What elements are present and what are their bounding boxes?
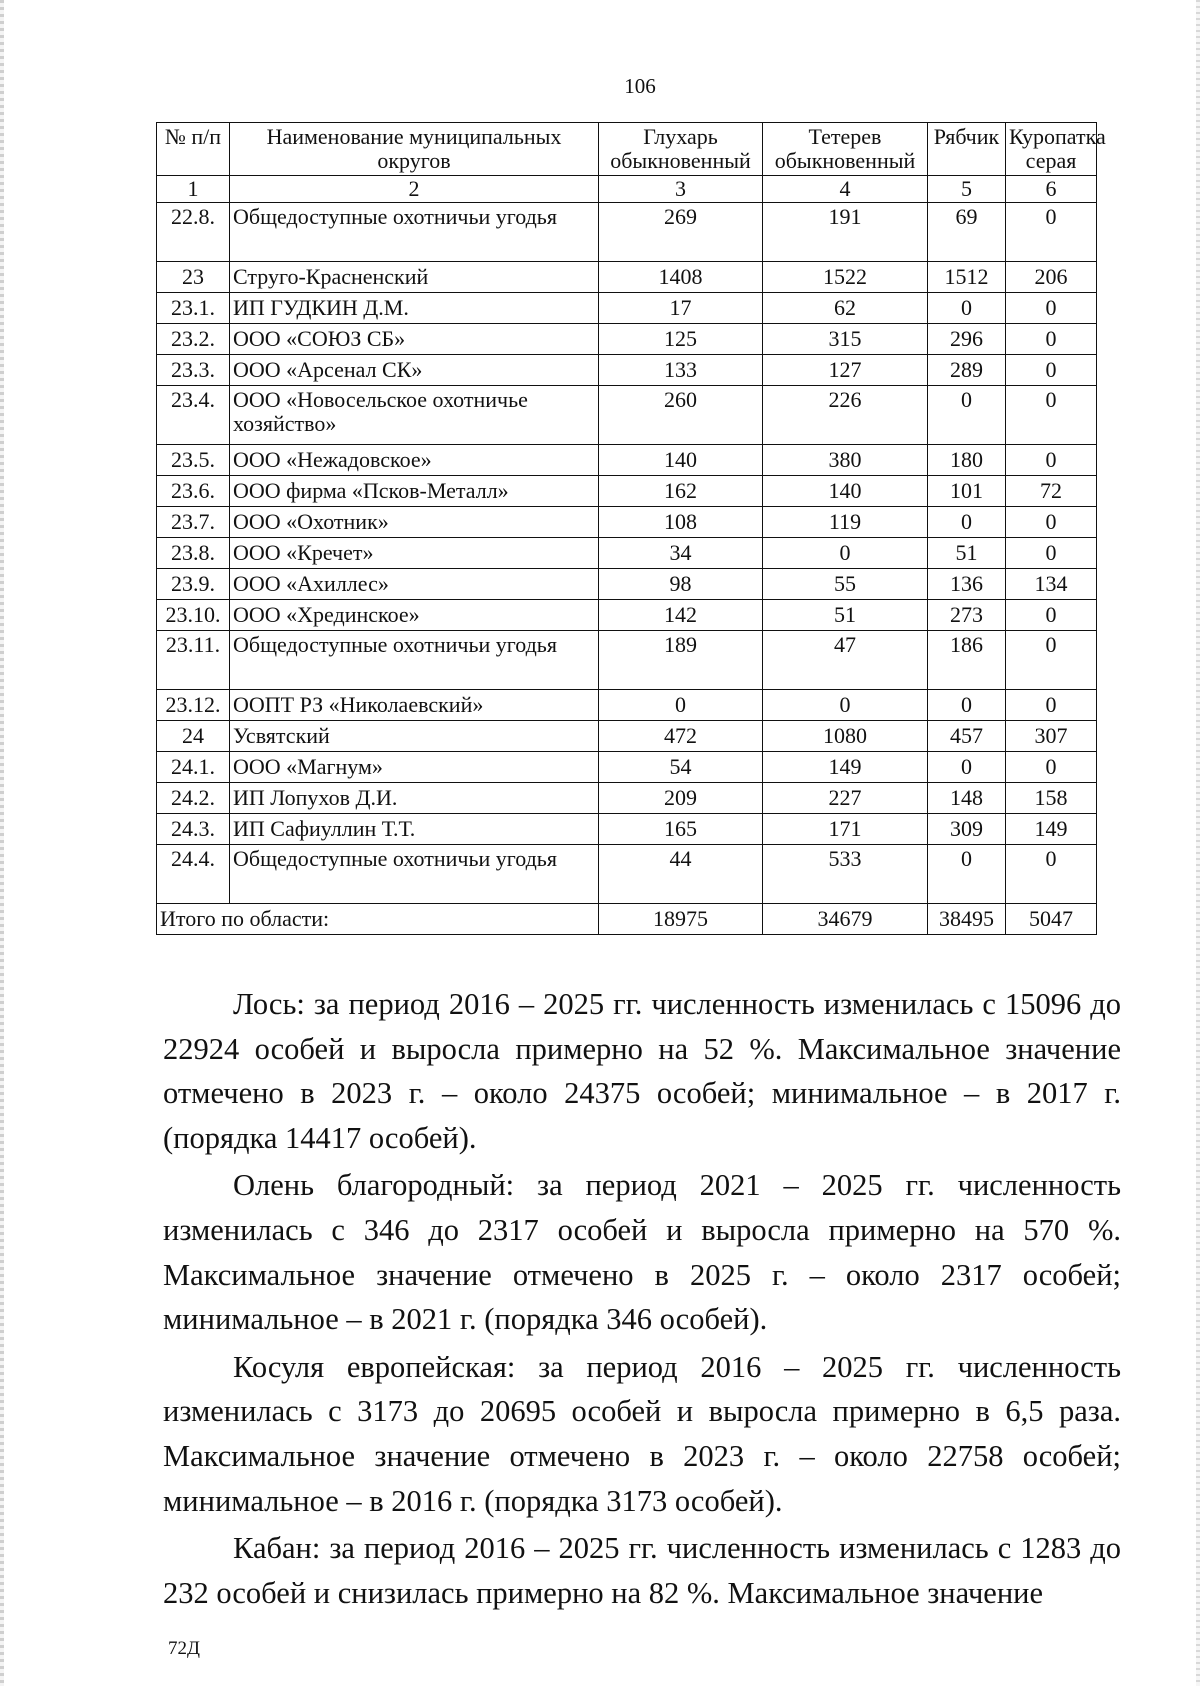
value-cell: 0 <box>928 293 1006 324</box>
paragraph-moose: Лось: за период 2016 – 2025 гг. численность изменилась с 15096 до 22924 особей и выросла примерно на 52 %. Максимальное значение отмечено в 2023 г. – около 24375 особей; минимальное – в 2017 г. (порядка 14417 особей). <box>163 987 1121 1155</box>
value-cell: 307 <box>1006 721 1097 752</box>
column-number-cell: 5 <box>928 176 1006 203</box>
row-name-cell: ООО «Магнум» <box>230 752 599 783</box>
value-cell: 69 <box>928 203 1006 262</box>
value-cell: 127 <box>763 355 928 386</box>
value-cell: 44 <box>599 845 763 904</box>
value-cell: 108 <box>599 507 763 538</box>
value-cell: 101 <box>928 476 1006 507</box>
row-number-cell: 23 <box>157 262 230 293</box>
row-name-cell: ООО «Нежадовское» <box>230 445 599 476</box>
value-cell: 142 <box>599 600 763 631</box>
value-cell: 149 <box>763 752 928 783</box>
value-cell: 289 <box>928 355 1006 386</box>
value-cell: 148 <box>928 783 1006 814</box>
row-name-cell: ИП ГУДКИН Д.М. <box>230 293 599 324</box>
value-cell: 149 <box>1006 814 1097 845</box>
column-number-cell: 2 <box>230 176 599 203</box>
total-label: Итого по области: <box>157 904 599 935</box>
value-cell: 1512 <box>928 262 1006 293</box>
table-row <box>157 600 1097 631</box>
value-cell: 309 <box>928 814 1006 845</box>
row-name-cell: ИП Лопухов Д.И. <box>230 783 599 814</box>
header-cell-partridge: Куропатка серая <box>1006 123 1097 176</box>
value-cell: 54 <box>599 752 763 783</box>
row-name-cell: ООО «Кречет» <box>230 538 599 569</box>
value-cell: 0 <box>1006 386 1097 445</box>
row-number-cell: 23.2. <box>157 324 230 355</box>
total-value-cell: 5047 <box>1006 904 1097 935</box>
row-name-cell: ООО «Охотник» <box>230 507 599 538</box>
value-cell: 206 <box>1006 262 1097 293</box>
row-name-cell: Общедоступные охотничьи угодья <box>230 845 599 904</box>
value-cell: 0 <box>1006 631 1097 690</box>
total-value-cell: 34679 <box>763 904 928 935</box>
value-cell: 0 <box>763 690 928 721</box>
row-number-cell: 24.1. <box>157 752 230 783</box>
value-cell: 134 <box>1006 569 1097 600</box>
value-cell: 1408 <box>599 262 763 293</box>
value-cell: 315 <box>763 324 928 355</box>
value-cell: 186 <box>928 631 1006 690</box>
row-name-cell: ООО «Новосельское охотничье хозяйство» <box>230 386 599 445</box>
row-name-cell: Общедоступные охотничьи угодья <box>230 631 599 690</box>
row-number-cell: 23.11. <box>157 631 230 690</box>
row-name-cell: Усвятский <box>230 721 599 752</box>
value-cell: 0 <box>1006 752 1097 783</box>
value-cell: 47 <box>763 631 928 690</box>
row-number-cell: 23.6. <box>157 476 230 507</box>
row-name-cell: ООО «Ахиллес» <box>230 569 599 600</box>
paragraph-wild-boar: Кабан: за период 2016 – 2025 гг. численность изменилась с 1283 до 232 особей и снизилась примерно на 82 %. Максимальное значение <box>163 1531 1121 1610</box>
value-cell: 0 <box>928 507 1006 538</box>
value-cell: 17 <box>599 293 763 324</box>
row-number-cell: 23.5. <box>157 445 230 476</box>
row-number-cell: 24.4. <box>157 845 230 904</box>
value-cell: 533 <box>763 845 928 904</box>
value-cell: 0 <box>1006 324 1097 355</box>
page-number: 106 <box>624 74 656 98</box>
table-body <box>157 203 1097 935</box>
paragraph-red-deer: Олень благородный: за период 2021 – 2025 гг. численность изменилась с 346 до 2317 особей и выросла примерно на 570 %. Максимальное значение отмечено в 2025 г. – около 2317 особей; минимальное – в 2021 г. (порядка 346 особей). <box>163 1168 1121 1337</box>
total-value-cell: 18975 <box>599 904 763 935</box>
row-name-cell: Струго-Красненский <box>230 262 599 293</box>
table-row <box>157 445 1097 476</box>
value-cell: 165 <box>599 814 763 845</box>
table-row <box>157 507 1097 538</box>
table-row <box>157 355 1097 386</box>
table-row <box>157 203 1097 262</box>
value-cell: 136 <box>928 569 1006 600</box>
body-text <box>163 982 1121 1618</box>
value-cell: 158 <box>1006 783 1097 814</box>
header-cell-name: Наименование муниципальных округов <box>230 123 599 176</box>
value-cell: 227 <box>763 783 928 814</box>
value-cell: 0 <box>1006 600 1097 631</box>
table-row <box>157 690 1097 721</box>
row-number-cell: 24 <box>157 721 230 752</box>
value-cell: 191 <box>763 203 928 262</box>
value-cell: 0 <box>1006 507 1097 538</box>
row-number-cell: 23.1. <box>157 293 230 324</box>
header-cell-number: № п/п <box>157 123 230 176</box>
table-row <box>157 538 1097 569</box>
table-row <box>157 631 1097 690</box>
row-number-cell: 23.7. <box>157 507 230 538</box>
table-row <box>157 721 1097 752</box>
value-cell: 296 <box>928 324 1006 355</box>
value-cell: 72 <box>1006 476 1097 507</box>
total-row <box>157 904 1097 935</box>
column-number-cell: 6 <box>1006 176 1097 203</box>
data-table <box>156 122 1106 935</box>
column-number-row <box>157 176 1097 203</box>
value-cell: 171 <box>763 814 928 845</box>
value-cell: 0 <box>928 752 1006 783</box>
value-cell: 269 <box>599 203 763 262</box>
row-name-cell: ООО фирма «Псков-Металл» <box>230 476 599 507</box>
table-header <box>157 123 1106 203</box>
value-cell: 98 <box>599 569 763 600</box>
row-name-cell: ООО «Арсенал СК» <box>230 355 599 386</box>
table-row <box>157 814 1097 845</box>
value-cell: 1522 <box>763 262 928 293</box>
row-number-cell: 24.2. <box>157 783 230 814</box>
row-name-cell: ООО «СОЮЗ СБ» <box>230 324 599 355</box>
value-cell: 457 <box>928 721 1006 752</box>
row-name-cell: ООПТ РЗ «Николаевский» <box>230 690 599 721</box>
value-cell: 51 <box>928 538 1006 569</box>
row-number-cell: 24.3. <box>157 814 230 845</box>
scan-edge-right <box>1196 0 1200 1686</box>
table-row <box>157 845 1097 904</box>
value-cell: 51 <box>763 600 928 631</box>
value-cell: 0 <box>928 690 1006 721</box>
column-number-cell: 4 <box>763 176 928 203</box>
row-name-cell: ИП Сафиуллин Т.Т. <box>230 814 599 845</box>
footer-mark: 72Д <box>168 1638 200 1659</box>
value-cell: 62 <box>763 293 928 324</box>
value-cell: 0 <box>1006 355 1097 386</box>
table-row <box>157 569 1097 600</box>
row-number-cell: 23.4. <box>157 386 230 445</box>
table-row <box>157 752 1097 783</box>
row-number-cell: 23.3. <box>157 355 230 386</box>
header-cell-black-grouse: Тетерев обыкновенный <box>763 123 928 176</box>
table-row <box>157 386 1097 445</box>
scan-edge-left <box>0 0 4 1686</box>
header-row <box>157 123 1097 176</box>
value-cell: 119 <box>763 507 928 538</box>
row-number-cell: 22.8. <box>157 203 230 262</box>
column-number-cell: 3 <box>599 176 763 203</box>
value-cell: 162 <box>599 476 763 507</box>
table-row <box>157 783 1097 814</box>
value-cell: 180 <box>928 445 1006 476</box>
row-number-cell: 23.8. <box>157 538 230 569</box>
value-cell: 1080 <box>763 721 928 752</box>
value-cell: 133 <box>599 355 763 386</box>
value-cell: 0 <box>1006 690 1097 721</box>
paragraph-roe-deer: Косуля европейская: за период 2016 – 2025 гг. численность изменилась с 3173 до 20695 особей и выросла примерно в 6,5 раза. Максимальное значение отмечено в 2023 г. – около 22758 особей; минимальное – в 2016 г. (порядка 3173 особей). <box>163 1349 1121 1518</box>
column-number-cell: 1 <box>157 176 230 203</box>
value-cell: 0 <box>599 690 763 721</box>
value-cell: 0 <box>763 538 928 569</box>
value-cell: 0 <box>1006 445 1097 476</box>
table-row <box>157 262 1097 293</box>
value-cell: 209 <box>599 783 763 814</box>
row-name-cell: ООО «Хрединское» <box>230 600 599 631</box>
value-cell: 140 <box>763 476 928 507</box>
total-value-cell: 38495 <box>928 904 1006 935</box>
value-cell: 273 <box>928 600 1006 631</box>
value-cell: 140 <box>599 445 763 476</box>
table-row <box>157 324 1097 355</box>
value-cell: 0 <box>1006 845 1097 904</box>
value-cell: 125 <box>599 324 763 355</box>
row-number-cell: 23.10. <box>157 600 230 631</box>
value-cell: 380 <box>763 445 928 476</box>
header-cell-capercaillie: Глухарь обыкновенный <box>599 123 763 176</box>
value-cell: 189 <box>599 631 763 690</box>
table-row <box>157 476 1097 507</box>
value-cell: 55 <box>763 569 928 600</box>
value-cell: 226 <box>763 386 928 445</box>
value-cell: 0 <box>1006 293 1097 324</box>
value-cell: 0 <box>928 845 1006 904</box>
value-cell: 0 <box>1006 203 1097 262</box>
row-number-cell: 23.12. <box>157 690 230 721</box>
value-cell: 472 <box>599 721 763 752</box>
value-cell: 0 <box>928 386 1006 445</box>
value-cell: 260 <box>599 386 763 445</box>
value-cell: 0 <box>1006 538 1097 569</box>
value-cell: 34 <box>599 538 763 569</box>
header-cell-hazel-grouse: Рябчик <box>928 123 1006 176</box>
row-name-cell: Общедоступные охотничьи угодья <box>230 203 599 262</box>
row-number-cell: 23.9. <box>157 569 230 600</box>
table-row <box>157 293 1097 324</box>
